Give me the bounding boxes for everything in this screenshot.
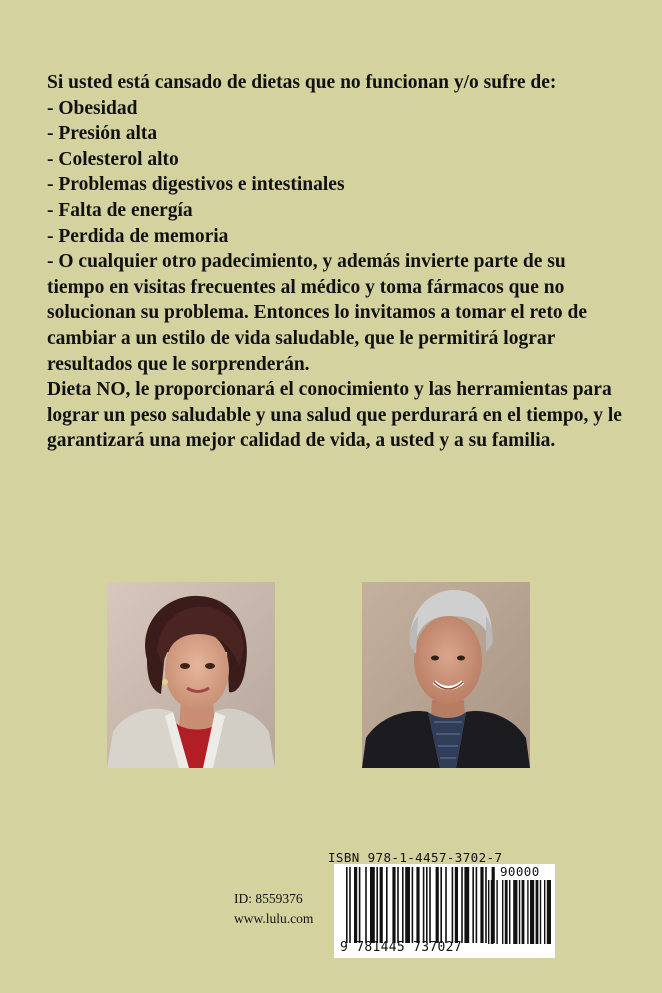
- barcode-bar: [370, 867, 375, 943]
- barcode-bar: [365, 867, 367, 943]
- barcode-bar: [536, 880, 539, 944]
- isbn-label: ISBN 978-1-4457-3702-7: [328, 850, 503, 865]
- back-cover-blurb: [47, 70, 627, 454]
- barcode-bar: [544, 880, 545, 944]
- barcode-bar: [513, 880, 517, 944]
- barcode-bar: [491, 880, 494, 944]
- barcode-bar: [505, 880, 508, 944]
- barcode-bar: [346, 867, 348, 943]
- publisher-info: [234, 889, 313, 929]
- barcode-bar: [380, 867, 383, 943]
- author-photo-woman: [107, 582, 275, 768]
- publisher-id: ID: 8559376: [234, 891, 303, 906]
- barcode-bar: [426, 867, 428, 943]
- condition-item: - Colesterol alto: [47, 148, 179, 170]
- barcode-bar: [522, 880, 525, 944]
- author-photo-man: [362, 582, 530, 768]
- barcode-bar: [472, 867, 474, 943]
- barcode-bar: [359, 867, 361, 943]
- barcode-bar: [416, 867, 419, 943]
- barcode-bar: [488, 880, 489, 944]
- barcode-bar: [436, 867, 439, 943]
- condition-item: - Falta de energía: [47, 199, 193, 221]
- barcode-bar: [386, 867, 388, 943]
- barcode-bar: [402, 867, 404, 943]
- isbn-barcode: [326, 850, 556, 960]
- barcode-bar: [429, 867, 431, 943]
- barcode-bar: [392, 867, 395, 943]
- barcode-bar: [354, 867, 357, 943]
- publisher-website: www.lulu.com: [234, 911, 314, 926]
- barcode-bar: [405, 867, 410, 943]
- barcode-main-bars: [346, 867, 496, 943]
- condition-item: - Perdida de memoria: [47, 225, 229, 247]
- barcode-bar: [530, 880, 534, 944]
- barcode-bar: [461, 867, 463, 943]
- barcode-bar: [509, 880, 510, 944]
- barcode-bar: [480, 867, 483, 943]
- blurb-intro: Si usted está cansado de dietas que no funcionan y/o sufre de:: [47, 72, 557, 93]
- barcode-bar: [440, 867, 442, 943]
- barcode-ean-digits: 9 781445 737027: [340, 940, 462, 955]
- condition-item: - Problemas digestivos e intestinales: [47, 174, 345, 196]
- barcode-bar: [476, 867, 478, 943]
- barcode-bar: [547, 880, 551, 944]
- barcode-bar: [485, 867, 487, 943]
- blurb-closing: Dieta NO, le proporcionará el conocimiento y las herramientas para lograr un peso saludable y una salud que perdurará en el tiempo, y le garantizará una mejor calidad de vida, a usted y a su familia.: [47, 379, 622, 452]
- barcode-bar: [496, 880, 497, 944]
- barcode-bar: [527, 880, 528, 944]
- barcode-bar: [452, 867, 454, 943]
- barcode-bar: [464, 867, 469, 943]
- condition-item: - Obesidad: [47, 97, 138, 119]
- barcode-bar: [412, 867, 414, 943]
- barcode-bar: [519, 880, 520, 944]
- barcode-bar: [376, 867, 378, 943]
- barcode-bar: [540, 880, 541, 944]
- barcode-bar: [349, 867, 351, 943]
- barcode-bar: [397, 867, 399, 943]
- barcode-bar: [445, 867, 447, 943]
- conditions-list: [47, 96, 627, 378]
- barcode-bar: [423, 867, 425, 943]
- condition-item: - O cualquier otro padecimiento, y además invierte parte de su tiempo en visitas frecuentes al médico y toma fármacos que no solucionan su problema. Entonces lo invitamos a tomar el reto de cambiar a un estilo de vida saludable, que le permitirá lograr resultados que le sorprenderán.: [47, 251, 588, 375]
- barcode-bar: [455, 867, 458, 943]
- barcode-bar: [502, 880, 503, 944]
- barcode-addon-bars: [488, 880, 552, 944]
- condition-item: - Presión alta: [47, 123, 158, 145]
- barcode-addon-digits: 90000: [500, 864, 540, 879]
